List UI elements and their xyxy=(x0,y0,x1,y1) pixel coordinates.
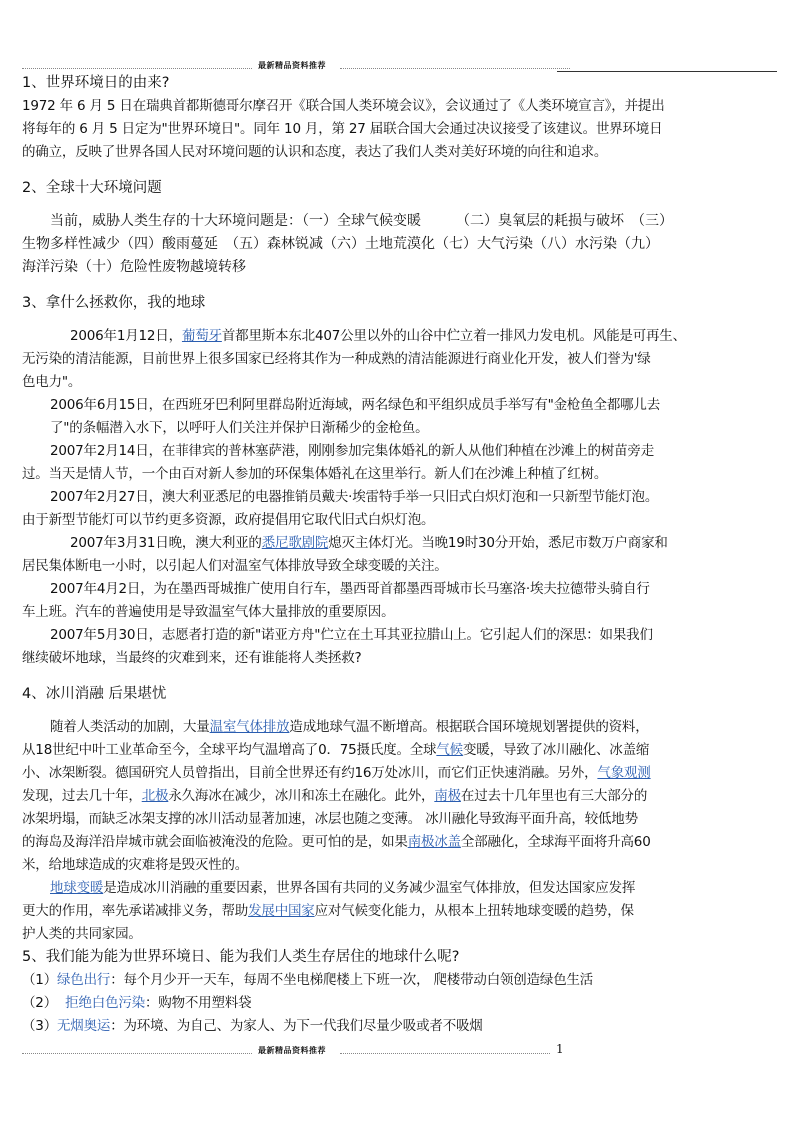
s3-paragraph-line: 2006年6月15日，在西班牙巴利阿里群岛附近海域，两名绿色和平组织成员手举写有"金枪鱼全都哪儿去 xyxy=(50,397,661,413)
s4-text: 应对气候变化能力，从根本上扭转地球变暖的趋势，保 xyxy=(314,903,634,919)
item-number: （1） xyxy=(22,972,57,988)
link-arctic[interactable]: 北极 xyxy=(141,788,169,804)
s4-line: 冰架坍塌，而缺乏冰架支撑的冰川活动显著加速，冰层也随之变薄。 冰川融化导致海平面升高，较低地势 xyxy=(22,811,638,827)
s3-paragraph-line: 色电力"。 xyxy=(22,374,82,390)
s4-line xyxy=(22,877,778,900)
s4-line xyxy=(22,762,778,785)
page-number: 1 xyxy=(556,1042,564,1056)
s4-text: 是造成冰川消融的重要因素，世界各国有共同的义务减少温室气体排放，但发达国家应发挥 xyxy=(103,880,636,896)
s3-text: 熄灭主体灯光。当晚19时30分开始，悉尼市数万户商家和 xyxy=(328,535,668,551)
s4-text: 全部融化，全球海平面将升高60 xyxy=(460,834,651,850)
link-greenhouse-gas[interactable]: 温室气体排放 xyxy=(209,719,290,735)
s4-text: 的海岛及海洋沿岸城市就会面临被淹没的危险。更可怕的是，如果 xyxy=(22,834,408,850)
s3-paragraph-line: 2007年4月2日，为在墨西哥城推广使用自行车，墨西哥首都墨西哥城市长马塞洛·埃夫拉德带头骑自行 xyxy=(50,581,650,597)
s5-item-2 xyxy=(22,992,778,1015)
s3-paragraph-line: 由于新型节能灯可以节约更多资源，政府提倡用它取代旧式白炽灯泡。 xyxy=(22,512,435,528)
header-dotted-rule-right xyxy=(340,68,570,69)
item-number: （2） xyxy=(22,995,66,1011)
s3-paragraph-line: 车上班。汽车的普遍使用是导致温室气体大量排放的重要原因。 xyxy=(22,604,395,620)
s4-line xyxy=(22,831,778,854)
item-number: （3） xyxy=(22,1018,57,1034)
section-4-title: 4、冰川消融 后果堪忧 xyxy=(22,686,167,702)
item-keyword: 绿色出行 xyxy=(57,972,111,988)
s3-paragraph-line: 了"的条幅潜入水下，以呼吁人们关注并保护日渐稀少的金枪鱼。 xyxy=(50,420,429,436)
s3-paragraph-line: 无污染的清洁能源，目前世界上很多国家已经将其作为一种成熟的清洁能源进行商业化开发，被人们誉为'绿 xyxy=(22,351,651,367)
footer-dotted-rule-right xyxy=(340,1053,550,1054)
section-3-title: 3、拿什么拯救你，我的地球 xyxy=(22,295,206,311)
s3-paragraph-line: 居民集体断电一小时，以引起人们对温室气体排放导致全球变暖的关注。 xyxy=(22,558,448,574)
s3-text: 2007年3月31日晚，澳大利亚的 xyxy=(70,535,262,551)
item-text: ：为环境、为自己、为家人、为下一代我们尽量少吸或者不吸烟 xyxy=(110,1018,483,1034)
s4-text: 从18世纪中叶工业革命至今，全球平均气温增高了0．75摄氏度。全球 xyxy=(22,742,437,758)
s3-paragraph-line: 继续破坏地球，当最终的灾难到来，还有谁能将人类拯救? xyxy=(22,650,362,666)
section-2-title: 2、全球十大环境问题 xyxy=(22,180,162,196)
s3-paragraph-line xyxy=(22,325,778,348)
s2-line: 海洋污染（十）危险性废物越境转移 xyxy=(22,259,246,275)
page-footer xyxy=(22,1042,772,1059)
s3-paragraph-line: 2007年2月14日，在菲律宾的普林塞萨港，刚刚参加完集体婚礼的新人从他们种植在沙滩上的树苗旁走 xyxy=(50,443,655,459)
s4-text: 在过去十几年里也有三大部分的 xyxy=(460,788,648,804)
section-5-title: 5、我们能为能为世界环境日、能为我们人类生存居住的地球什么呢? xyxy=(22,949,460,965)
s4-line: 护人类的共同家园。 xyxy=(22,926,142,942)
s4-line xyxy=(22,785,778,808)
s4-text: 变暖，导致了冰川融化、冰盖缩 xyxy=(462,742,650,758)
s4-text: 永久海冰在减少，冰川和冻土在融化。此外， xyxy=(168,788,435,804)
document-body xyxy=(22,72,778,1038)
s3-paragraph-line xyxy=(22,532,778,555)
link-portugal[interactable]: 葡萄牙 xyxy=(181,328,222,344)
s4-text: 发现，过去几十年， xyxy=(22,788,142,804)
s4-text: 造成地球气温不断增高。根据联合国环境规划署提供的资料， xyxy=(289,719,649,735)
s4-line xyxy=(22,716,778,739)
footer-banner: 最新精品资料推荐 xyxy=(258,1046,326,1055)
s3-text: 首都里斯本东北407公里以外的山谷中伫立着一排风力发电机。风能是可再生、 xyxy=(221,328,686,344)
item-keyword: 拒绝白色污染 xyxy=(65,995,145,1011)
item-keyword: 无烟奥运 xyxy=(57,1018,111,1034)
link-weather-observation[interactable]: 气象观测 xyxy=(597,765,651,781)
link-global-warming[interactable]: 地球变暖 xyxy=(50,880,104,896)
item-text: ：每个月少开一天车，每周不坐电梯爬楼上下班一次， 爬楼带动白领创造绿色生活 xyxy=(110,972,594,988)
s4-text: 小、冰架断裂。德国研究人员曾指出，目前全世界还有约16万处冰川，而它们正快速消融。另外， xyxy=(22,765,598,781)
s4-line xyxy=(22,900,778,923)
link-antarctic-ice-sheet[interactable]: 南极冰盖 xyxy=(407,834,461,850)
s3-text: 2006年1月12日， xyxy=(70,328,182,344)
s2-line: 生物多样性减少（四）酸雨蔓延 （五）森林锐减（六）土地荒漠化（七）大气污染（八）水污染（九） xyxy=(22,236,659,252)
header-banner: 最新精品资料推荐 xyxy=(258,61,326,70)
s2-line: 当前，威胁人类生存的十大环境问题是：（一）全球气候变暖 （二）臭氧层的耗损与破坏 （三） xyxy=(50,213,673,229)
s3-paragraph-line: 2007年2月27日，澳大利亚悉尼的电器推销员戴夫·埃雷特手举一只旧式白炽灯泡和一只新型节能灯泡。 xyxy=(50,489,659,505)
s3-paragraph-line: 过。当天是情人节，一个由百对新人参加的环保集体婚礼在这里举行。新人们在沙滩上种植了红树。 xyxy=(22,466,608,482)
item-text: ：购物不用塑料袋 xyxy=(144,995,252,1011)
link-antarctic[interactable]: 南极 xyxy=(434,788,461,804)
s1-line: 将每年的 6 月 5 日定为"世界环境日"。同年 10 月，第 27 届联合国大会通过决议接受了该建议。世界环境日 xyxy=(22,121,663,137)
link-developing-countries[interactable]: 发展中国家 xyxy=(248,903,315,919)
s1-line: 1972 年 6 月 5 日在瑞典首都斯德哥尔摩召开《联合国人类环境会议》，会议通过了《人类环境宣言》，并提出 xyxy=(22,98,665,114)
header-dotted-rule-left xyxy=(22,68,252,69)
s4-text: 更大的作用，率先承诺减排义务，帮助 xyxy=(22,903,249,919)
s3-paragraph-line: 2007年5月30日，志愿者打造的新"诺亚方舟"伫立在土耳其亚拉腊山上。它引起人们的深思：如果我们 xyxy=(50,627,653,643)
footer-dotted-rule-left xyxy=(22,1053,252,1054)
link-sydney-opera-house[interactable]: 悉尼歌剧院 xyxy=(261,535,329,551)
s4-line xyxy=(22,739,778,762)
s4-line: 米，给地球造成的灾难将是毁灭性的。 xyxy=(22,857,249,873)
s5-item-3 xyxy=(22,1015,778,1038)
s4-text: 随着人类活动的加剧，大量 xyxy=(50,719,210,735)
link-climate[interactable]: 气候 xyxy=(436,742,463,758)
s1-line: 的确立，反映了世界各国人民对环境问题的认识和态度，表达了我们人类对美好环境的向往和追求。 xyxy=(22,144,608,160)
section-1-title: 1、世界环境日的由来? xyxy=(22,75,170,91)
s5-item-1 xyxy=(22,969,778,992)
